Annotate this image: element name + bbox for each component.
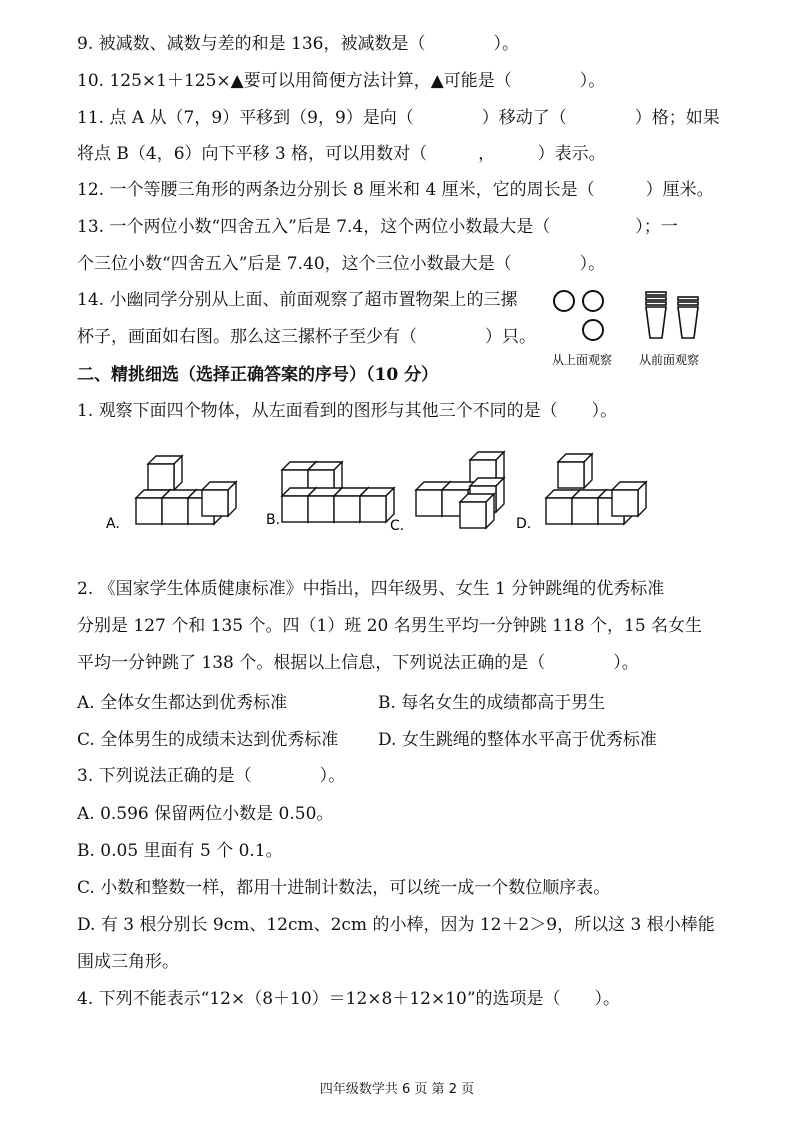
figure-b [282,462,394,522]
cups-figure [548,288,718,370]
q2-option-d: D. 女生跳绳的整体水平高于优秀标准 [378,730,657,750]
q2-option-a: A. 全体女生都达到优秀标准 [77,693,288,713]
front-view-label: 从前面观察 [639,353,700,367]
question-11-line2: 将点 B（4，6）向下平移 3 格，可以用数对（ ， ）表示。 [77,144,606,164]
q2-option-c: C. 全体男生的成绩未达到优秀标准 [77,730,339,750]
q3-option-a: A. 0.596 保留两位小数是 0.50。 [77,804,334,824]
question-10: 10. 125×1＋125×▲要可以用简便方法计算，▲可能是（ ）。 [77,71,606,91]
question-14-line1: 14. 小幽同学分别从上面、前面观察了超市置物架上的三摞 [77,290,518,310]
option-a-label: A. [106,516,120,532]
section-2-question-1: 1. 观察下面四个物体，从左面看到的图形与其他三个不同的是（ ）。 [77,401,618,421]
q3-option-c: C. 小数和整数一样，都用十进制计数法，可以统一成一个数位顺序表。 [77,878,611,898]
option-d-label: D. [516,516,532,532]
section-2-question-2-line2: 分别是 127 个和 135 个。四（1）班 20 名男生平均一分钟跳 118 个，15 名女生 [77,616,703,636]
question-11-line1: 11. 点 A 从（7，9）平移到（9，9）是向（ ）移动了（ ）格；如果 [77,108,720,128]
q3-option-b: B. 0.05 里面有 5 个 0.1。 [77,841,283,861]
front-view-cup-stacks [646,292,698,338]
section-2-question-3: 3. 下列说法正确的是（ ）。 [77,766,346,786]
figure-d [546,454,646,524]
section-2-question-4: 4. 下列不能表示“12×（8＋10）＝12×8＋12×10”的选项是（ ）。 [77,989,621,1009]
top-view-circles [554,291,603,340]
figure-a [136,456,236,524]
section-2-question-2-line3: 平均一分钟跳了 138 个。根据以上信息，下列说法正确的是（ ）。 [77,653,639,673]
question-9: 9. 被减数、减数与差的和是 136，被减数是（ ）。 [77,34,519,54]
page-footer: 四年级数学共 6 页 第 2 页 [319,1082,475,1097]
q2-option-b: B. 每名女生的成绩都高于男生 [378,693,606,713]
option-b-label: B. [266,512,281,528]
question-13-line1: 13. 一个两位小数“四舍五入”后是 7.4，这个两位小数最大是（ ）；一 [77,217,678,237]
q3-option-d-line2: 围成三角形。 [77,952,179,972]
question-13-line2: 个三位小数“四舍五入”后是 7.40，这个三位小数最大是（ ）。 [77,254,606,274]
section-2-question-2-line1: 2. 《国家学生体质健康标准》中指出，四年级男、女生 1 分钟跳绳的优秀标准 [77,579,665,599]
figure-c [416,452,504,528]
q1-block-figures [100,446,660,542]
question-14-line2: 杯子，画面如右图。那么这三摞杯子至少有（ ）只。 [77,327,536,347]
q3-option-d-line1: D. 有 3 根分别长 9cm、12cm、2cm 的小棒，因为 12＋2＞9，所以这 3 根小棒能 [77,915,715,935]
top-view-label: 从上面观察 [552,353,613,367]
question-12: 12. 一个等腰三角形的两条边分别长 8 厘米和 4 厘米，它的周长是（ ）厘米。 [77,180,714,200]
option-c-label: C. [390,518,405,534]
section-2-heading: 二、精挑细选（选择正确答案的序号）（10 分） [77,365,439,385]
